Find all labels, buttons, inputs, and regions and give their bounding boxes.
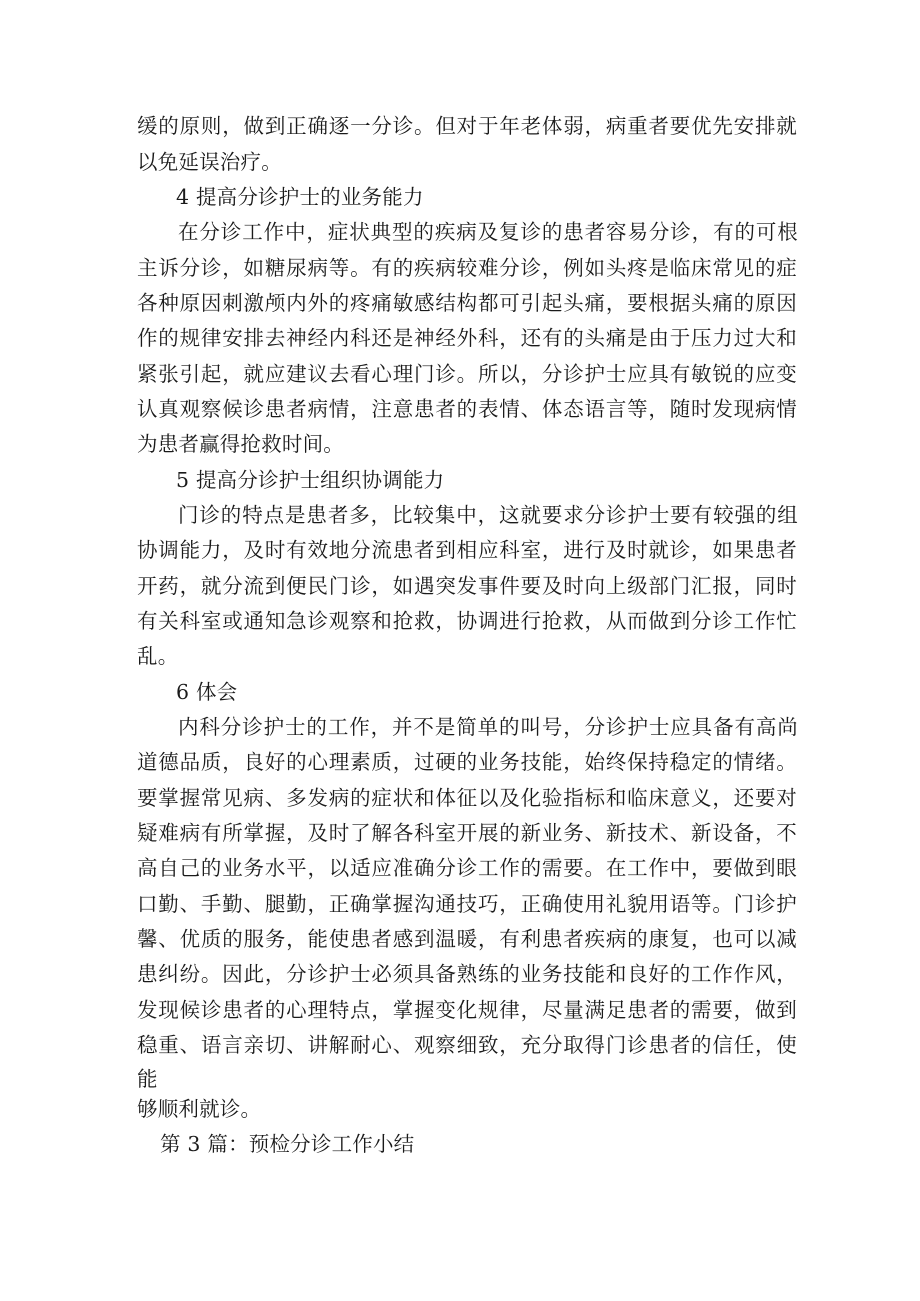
section-title: 第 3 篇：预检分诊工作小结	[160, 1132, 415, 1156]
paragraph-line: 主诉分诊，如糖尿病等。有的疾病较难分诊，例如头疼是临床常见的症	[137, 256, 797, 280]
paragraph-line: 协调能力，及时有效地分流患者到相应科室，进行及时就诊，如果患者	[137, 538, 797, 562]
paragraph-line: 开药，就分流到便民门诊，如遇突发事件要及时向上级部门汇报，同时	[137, 574, 797, 598]
paragraph-line: 为患者赢得抢救时间。	[137, 432, 344, 456]
section-heading: 5 提高分诊护士组织协调能力	[176, 468, 445, 492]
paragraph-line: 能	[137, 1067, 158, 1091]
paragraph-line: 在分诊工作中，症状典型的疾病及复诊的患者容易分诊，有的可根	[178, 220, 798, 244]
paragraph-line: 高自己的业务水平，以适应准确分诊工作的需要。在工作中，要做到眼	[137, 856, 797, 880]
paragraph-line: 馨、优质的服务，能使患者感到温暖，有利患者疾病的康复，也可以减	[137, 927, 797, 951]
paragraph-line: 认真观察候诊患者病情，注意患者的表情、体态语言等，随时发现病情	[137, 397, 797, 421]
paragraph-line: 有关科室或通知急诊观察和抢救，协调进行抢救，从而做到分诊工作忙	[137, 609, 797, 633]
section-heading: 4 提高分诊护士的业务能力	[176, 185, 424, 209]
paragraph-line: 道德品质，良好的心理素质，过硬的业务技能，始终保持稳定的情绪。	[137, 750, 797, 774]
paragraph-line: 乱。	[137, 644, 179, 668]
paragraph-line: 患纠纷。因此，分诊护士必须具备熟练的业务技能和良好的工作作风，	[137, 962, 797, 986]
paragraph-line: 各种原因刺激颅内外的疼痛敏感结构都可引起头痛，要根据头痛的原因	[137, 291, 797, 315]
section-heading: 6 体会	[176, 680, 238, 704]
paragraph-line: 以免延误治疗。	[137, 150, 282, 174]
paragraph-line: 够顺利就诊。	[137, 1097, 262, 1121]
paragraph-line: 作的规律安排去神经内科还是神经外科，还有的头痛是由于压力过大和	[137, 326, 797, 350]
paragraph-line: 门诊的特点是患者多，比较集中，这就要求分诊护士要有较强的组	[178, 503, 798, 527]
paragraph-line: 内科分诊护士的工作，并不是简单的叫号，分诊护士应具备有高尚	[178, 715, 798, 739]
paragraph-line: 缓的原则，做到正确逐一分诊。但对于年老体弱，病重者要优先安排就	[137, 114, 797, 138]
paragraph-line: 要掌握常见病、多发病的症状和体征以及化验指标和临床意义，还要对	[137, 786, 797, 810]
paragraph-line: 口勤、手勤、腿勤，正确掌握沟通技巧，正确使用礼貌用语等。门诊护	[137, 892, 797, 916]
paragraph-line: 稳重、语言亲切、讲解耐心、观察细致，充分取得门诊患者的信任，使	[137, 1033, 797, 1057]
paragraph-line: 疑难病有所掌握，及时了解各科室开展的新业务、新技术、新设备，不	[137, 821, 797, 845]
paragraph-line: 紧张引起，就应建议去看心理门诊。所以，分诊护士应具有敏锐的应变	[137, 362, 797, 386]
paragraph-line: 发现候诊患者的心理特点，掌握变化规律，尽量满足患者的需要，做到	[137, 998, 797, 1022]
